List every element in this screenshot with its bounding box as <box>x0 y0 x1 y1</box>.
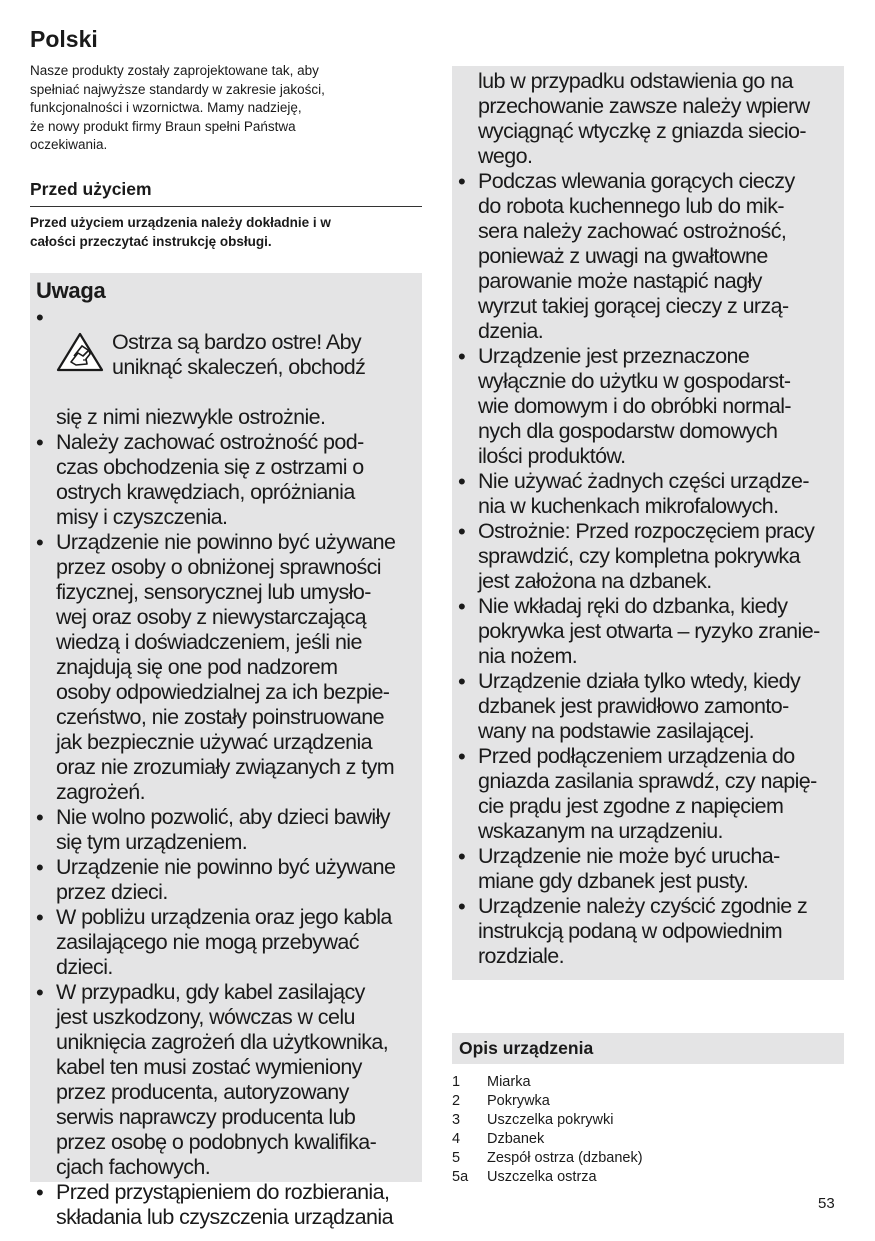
part-number: 5 <box>452 1150 461 1166</box>
warning-list-right <box>458 169 844 969</box>
part-number: 2 <box>452 1093 461 1109</box>
part-number: 4 <box>452 1131 461 1147</box>
part-item <box>452 1073 844 1092</box>
part-label: Uszczelka pokrywki <box>487 1112 614 1128</box>
part-item <box>452 1111 844 1130</box>
description-heading: Opis urządzenia <box>452 1033 844 1064</box>
warning-item: • Urządzenie należy czyścić zgodnie z instrukcją podaną w odpowiednim rozdziale. <box>458 894 844 969</box>
part-label: Pokrywka <box>487 1093 550 1109</box>
hand-blade-warning-icon <box>56 332 104 372</box>
warning-item: • Przed podłączeniem urządzenia do gniazda zasilania sprawdź, czy napię- cie prądu jest zgodne z napięciem wskazanym na urządzeniu. <box>458 744 844 844</box>
warning-item: • Należy zachować ostrożność pod- czas obchodzenia się z ostrzami o ostrych krawędziach, opróżniania misy i czyszczenia. <box>36 430 422 530</box>
part-number: 5a <box>452 1169 469 1185</box>
warning-item: • Ostrożnie: Przed rozpoczęciem pracy sprawdzić, czy kompletna pokrywka jest założona na dzbanek. <box>458 519 844 594</box>
warning-item-continuation: lub w przypadku odstawienia go na przechowanie zawsze należy wpierw wyciągnąć wtyczkę z gniazda siecio- wego. <box>478 69 810 168</box>
part-label: Uszczelka ostrza <box>487 1169 597 1185</box>
warning-item: • Urządzenie nie powinno być używane przez dzieci. <box>36 855 422 905</box>
page-number: 53 <box>818 1195 835 1212</box>
part-item <box>452 1092 844 1111</box>
part-item <box>452 1149 844 1168</box>
warning-item: • Urządzenie działa tylko wtedy, kiedy dzbanek jest prawidłowo zamonto- wany na podstawie zasilającej. <box>458 669 844 744</box>
warning-item: • Urządzenie jest przeznaczone wyłącznie do użytku w gospodarst- wie domowym i do obróbki normal- nych dla gospodarstw domowych ilości produktów. <box>458 344 844 469</box>
part-label: Miarka <box>487 1074 531 1090</box>
intro-paragraph: Nasze produkty zostały zaprojektowane tak, aby spełniać najwyższe standardy w zakresie jakości, funkcjonalności i wzornictwa. Mamy nadzieję, że nowy produkt firmy Braun spełni Państwa oczekiwania. <box>30 63 325 153</box>
warning-item: • Nie wolno pozwolić, aby dzieci bawiły się tym urządzeniem. <box>36 805 422 855</box>
warning-item <box>36 305 422 430</box>
part-item <box>452 1168 844 1187</box>
warning-item: • W pobliżu urządzenia oraz jego kabla zasilającego nie mogą przebywać dzieci. <box>36 905 422 980</box>
warning-box-left <box>30 273 422 1229</box>
warning-list-left <box>36 305 422 1230</box>
part-label: Zespół ostrza (dzbanek) <box>487 1150 643 1166</box>
warning-item: • Przed przystąpieniem do rozbierania, składania lub czyszczenia urządzania <box>36 1180 422 1230</box>
parts-list <box>452 1073 844 1187</box>
warning-box-right <box>452 66 844 980</box>
warning-item-text: • Ostrza są bardzo ostre! Aby uniknąć skaleczeń, obchodź <box>112 330 366 379</box>
warning-item: • Nie wkładaj ręki do dzbanka, kiedy pokrywka jest otwarta – ryzyko zranie- nia nożem. <box>458 594 844 669</box>
part-number: 1 <box>452 1074 461 1090</box>
before-use-heading: Przed użyciem <box>30 176 422 207</box>
warning-item: • Nie używać żadnych części urządze- nia w kuchenkach mikrofalowych. <box>458 469 844 519</box>
warning-item: • W przypadku, gdy kabel zasilający jest uszkodzony, wówczas w celu uniknięcia zagrożeń dla użytkownika, kabel ten musi zostać wymieniony przez producenta, autoryzowany serwis naprawczy producenta lub przez osobę o podobnych kwalifika- cjach fachowych. <box>36 980 422 1180</box>
part-number: 3 <box>452 1112 461 1128</box>
before-use-note: Przed użyciem urządzenia należy dokładnie i w całości przeczytać instrukcję obsługi. <box>30 215 331 249</box>
part-label: Dzbanek <box>487 1131 545 1147</box>
warning-item-text: się z nimi niezwykle ostrożnie. <box>56 405 326 429</box>
warning-item: • Podczas wlewania gorących cieczy do robota kuchennego lub do mik- sera należy zachować ostrożność, ponieważ z uwagi na gwałtowne parowanie może nastąpić nagły wyrzut takiej gorącej cieczy z urzą- dzenia. <box>458 169 844 344</box>
page-title: Polski <box>30 26 98 52</box>
warning-item: • Urządzenie nie powinno być używane przez osoby o obniżonej sprawności fizycznej, sensorycznej lub umysło- wej oraz osoby z niewystarczającą wiedzą i doświadczeniem, jeśli nie znajdują się one pod nadzorem osoby odpowiedzialnej za ich bezpie- czeństwo, nie zostały poinstruowane jak bezpiecznie używać urządzenia oraz nie zrozumiały związanych z tym zagrożeń. <box>36 530 422 805</box>
warning-title: Uwaga <box>36 278 106 303</box>
part-item <box>452 1130 844 1149</box>
warning-item: • Urządzenie nie może być urucha- miane gdy dzbanek jest pusty. <box>458 844 844 894</box>
